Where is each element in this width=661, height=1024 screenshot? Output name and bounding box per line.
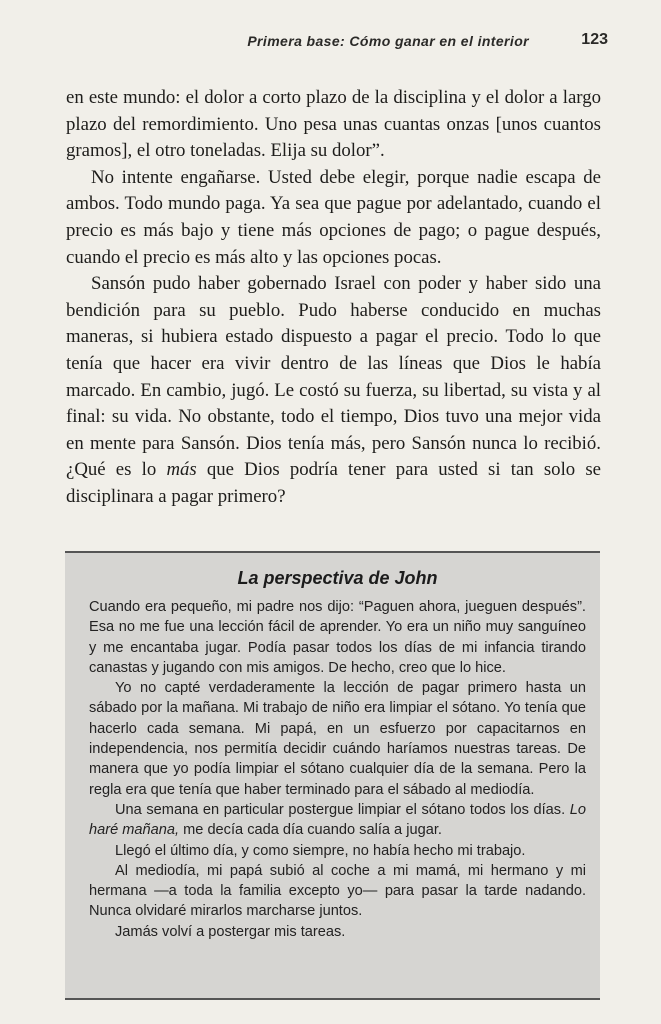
- sidebar-paragraph-4: Llegó el último día, y como siempre, no había hecho mi trabajo.: [115, 842, 526, 859]
- sidebar-paragraph-3-part-b: me decía cada día cuando salía a jugar.: [179, 822, 442, 839]
- page-number: 123: [581, 31, 608, 48]
- body-paragraph-3-part-a: Sansón pudo haber gobernado Israel con poder y haber sido una bendición para su pueblo. Pudo haberse conducido en muchas maneras, si hubiera estado dispuesto a pagar el precio. Todo lo que tenía que hacer era vivir dentro de las líneas que Dios le había marcado. En cambio, jugó. Le costó su fuerza, su libertad, su vista y al final: su vida. No obstante, todo el tiempo, Dios tuvo una mejor vida en mente para Sansón. Dios tenía más, pero Sansón nunca lo recibió. ¿Qué es lo: [66, 273, 601, 481]
- sidebar-paragraph-3-part-a: Una semana en particular postergue limpiar el sótano todos los días.: [115, 801, 570, 818]
- sidebar-paragraph-2: Yo no capté verdaderamente la lección de pagar primero hasta un sábado por la mañana. Mi trabajo de niño era limpiar el sótano. Yo tenía que hacerlo cada semana. Mi papá, en un esfuerzo por capacitarnos en independencia, nos permitía decidir cuándo haríamos nuestras tareas. De manera que yo podía limpiar el sótano cualquier día de la semana. Pero la regla era que tenía que haber terminado para el sábado al mediodía.: [89, 680, 586, 798]
- body-paragraph-3: [66, 271, 601, 510]
- sidebar-paragraph-5: Al mediodía, mi papá subió al coche a mi mamá, mi hermano y mi hermana —a toda la familia excepto yo— para pasar la tarde nadando. Nunca olvidaré mirarlos marcharse juntos.: [89, 862, 586, 920]
- main-text: [66, 85, 601, 511]
- sidebar-paragraph-1: Cuando era pequeño, mi padre nos dijo: “Paguen ahora, jueguen después”. Esa no me fue una lección fácil de aprender. Yo era un niño muy sanguíneo y me encantaba jugar. Podía pasar todos los días de mi infancia tirando canastas y jugando con mis amigos. De hecho, creo que lo hice.: [89, 599, 586, 676]
- sidebar-box: [65, 551, 600, 1000]
- emphasis-mas: más: [166, 459, 197, 481]
- body-paragraph-3-part-b: que Dios podría tener para usted si tan solo se disciplinara a pagar primero?: [66, 459, 602, 507]
- running-head: Primera base: Cómo ganar en el interior: [247, 33, 529, 49]
- sidebar-paragraph-3: [89, 800, 586, 841]
- sidebar-title: La perspectiva de John: [237, 568, 438, 588]
- emphasis-lo-hare-manana: Lo haré mañana,: [89, 801, 586, 839]
- page-header: [0, 29, 661, 53]
- body-paragraph-1: en este mundo: el dolor a corto plazo de la disciplina y el dolor a largo plazo del remordimiento. Uno pesa unas cuantas onzas [unos cuantos gramos], el otro toneladas. Elija su dolor”.: [66, 87, 601, 162]
- body-paragraph-2: No intente engañarse. Usted debe elegir, porque nadie escapa de ambos. Todo mundo paga. Ya sea que pague por adelantado, cuando el precio es más bajo y tiene más opciones de pago; o pague después, cuando el precio es más alto y las opciones pocas.: [66, 166, 601, 268]
- sidebar-paragraph-6: Jamás volví a postergar mis tareas.: [115, 923, 346, 940]
